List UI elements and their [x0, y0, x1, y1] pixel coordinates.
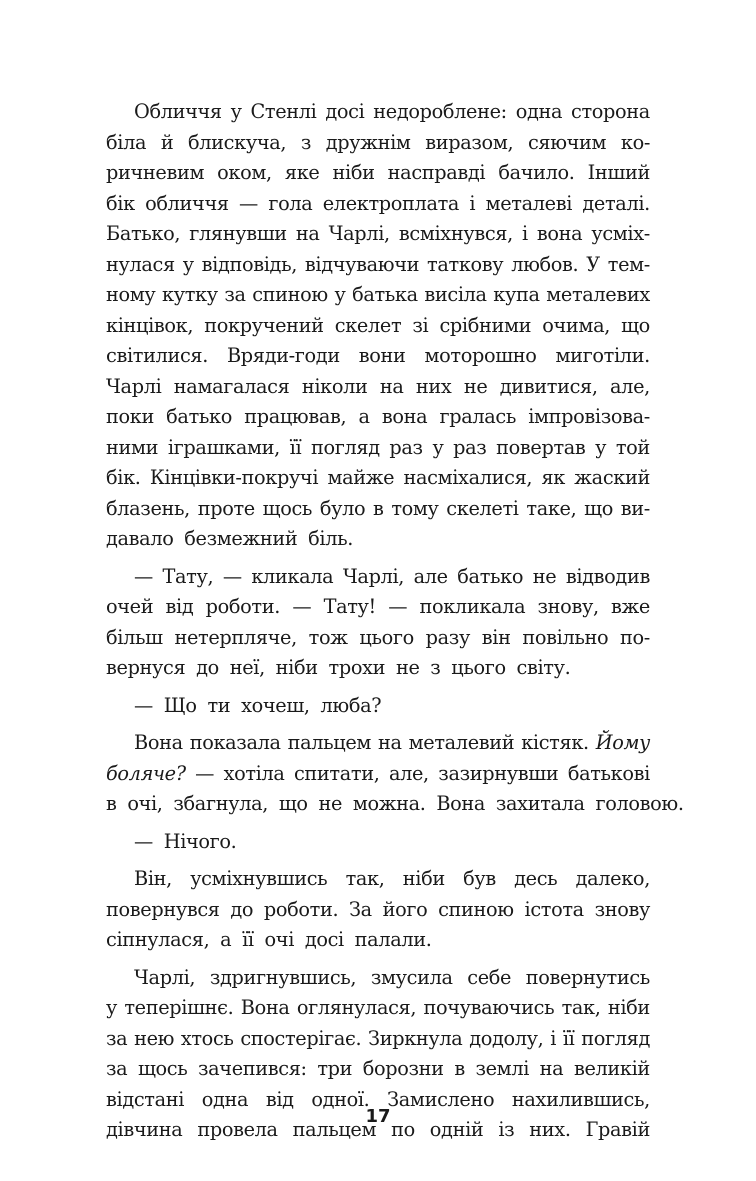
word: біль.: [308, 527, 354, 550]
text-line: [106, 97, 650, 128]
word: повернутись: [525, 965, 650, 989]
word: тем-: [607, 252, 650, 276]
word: сіпнулася,: [106, 928, 210, 951]
word: ви-: [620, 496, 650, 520]
word: Чарлі,: [342, 564, 405, 588]
word: повернувся: [106, 897, 220, 921]
word: разу: [425, 625, 470, 649]
text-line: [106, 789, 684, 820]
word: висіла: [424, 283, 487, 306]
word: скелет: [334, 313, 402, 337]
word: Тату,: [162, 564, 214, 588]
word: її: [242, 928, 254, 951]
word: —: [195, 761, 215, 785]
word: в: [373, 496, 384, 520]
word: від: [265, 1087, 294, 1111]
word: що: [584, 496, 613, 520]
word: блазень,: [106, 496, 190, 520]
word: ніколи: [301, 374, 368, 398]
text-line: [106, 158, 650, 189]
word: ти: [207, 693, 231, 717]
text-line: [106, 925, 650, 956]
word: іграшками,: [167, 435, 280, 459]
word: ко-: [620, 130, 650, 154]
word: але,: [388, 761, 429, 785]
word: кутку: [162, 283, 218, 306]
text-line: [106, 372, 650, 403]
word: борозни: [362, 1057, 444, 1080]
text-line: [106, 759, 650, 790]
word: тому: [391, 496, 439, 520]
word: головою.: [595, 792, 684, 815]
word: оком,: [217, 161, 272, 184]
word: бік: [106, 191, 135, 215]
word: до: [196, 656, 219, 679]
page-body: [106, 97, 684, 1146]
word: знову,: [537, 595, 599, 618]
word: гола: [268, 191, 313, 215]
word: очима,: [542, 313, 610, 337]
word: одна: [515, 100, 563, 123]
word: роботи.: [263, 897, 339, 921]
word: він: [481, 625, 511, 649]
text-line: [106, 189, 650, 220]
word: теперішнє.: [124, 996, 234, 1019]
word: одна: [201, 1087, 249, 1111]
word: ніби: [275, 656, 318, 679]
word: світилися.: [106, 344, 209, 367]
word: як: [541, 466, 565, 489]
word: нулася: [106, 252, 175, 276]
word: і: [469, 191, 476, 215]
word: спиною: [438, 897, 514, 921]
word: блискуча,: [188, 130, 287, 154]
word: них.: [529, 1118, 571, 1141]
word: нетерпляче,: [174, 625, 297, 649]
word: ними: [106, 435, 159, 459]
word: боляче?: [106, 761, 186, 785]
word: срібними: [439, 313, 532, 337]
word: ричневим: [106, 161, 205, 184]
word: виразом,: [425, 130, 514, 154]
word: насправді: [387, 161, 486, 184]
word: купа: [493, 283, 540, 306]
word: змусила: [370, 965, 453, 989]
word: У: [586, 252, 600, 276]
word: кістяк.: [521, 731, 589, 754]
text-line: [106, 623, 650, 654]
word: раз: [389, 435, 423, 459]
word: не: [395, 656, 420, 679]
word: Батько,: [106, 222, 181, 245]
word: дівчина: [106, 1118, 183, 1141]
word: майже: [327, 466, 395, 489]
word: Чарлі,: [328, 222, 390, 245]
word: Вона: [240, 996, 290, 1019]
word: неї,: [229, 656, 265, 679]
word: хочеш,: [241, 693, 310, 717]
word: великій: [573, 1057, 650, 1080]
word: —: [388, 595, 408, 618]
word: що: [621, 313, 650, 337]
word: роботи.: [205, 595, 281, 618]
word: досі: [325, 100, 365, 123]
text-line: [106, 524, 650, 555]
word: погляд: [581, 1026, 650, 1050]
word: покликала: [419, 595, 526, 618]
word: кінцівок,: [106, 313, 194, 337]
word: усміх-: [591, 222, 650, 245]
word: за: [106, 1057, 128, 1080]
word: на: [379, 374, 404, 398]
word: нею: [134, 1026, 175, 1050]
word: Вряди-годи: [226, 344, 340, 367]
word: спиною: [252, 283, 328, 306]
word: сторона: [571, 100, 650, 123]
word: Йому: [595, 731, 650, 754]
word: вона: [536, 222, 583, 245]
word: люба?: [320, 693, 382, 717]
word: очей: [106, 595, 154, 618]
word: за: [106, 1026, 128, 1050]
word: обличчя: [145, 191, 229, 215]
word: таке,: [526, 496, 577, 520]
page-number: 17: [365, 1106, 391, 1127]
word: зачепився:: [198, 1057, 307, 1080]
word: таткову: [427, 252, 504, 276]
word: ніби: [607, 996, 650, 1019]
word: по: [391, 1118, 415, 1141]
word: —: [134, 693, 153, 717]
text-line: [106, 433, 650, 464]
text-line: [106, 592, 650, 623]
word: металевий: [408, 731, 515, 754]
word: Тату!: [323, 595, 376, 618]
word: на: [295, 222, 320, 245]
word: ніби: [402, 867, 445, 890]
word: Вона: [134, 731, 183, 754]
word: насміхалися,: [403, 466, 533, 489]
word: нахилившись,: [511, 1087, 650, 1111]
word: бачило.: [498, 161, 575, 184]
word: у: [230, 100, 242, 123]
word: по-: [620, 625, 650, 649]
word: а: [358, 405, 370, 428]
word: було: [319, 496, 366, 520]
word: поки: [106, 405, 154, 428]
word: з: [430, 656, 441, 679]
word: моторошно: [424, 344, 537, 367]
word: металевих: [546, 283, 650, 306]
word: бік.: [106, 466, 141, 489]
word: відстані: [106, 1087, 185, 1111]
word: у: [334, 283, 346, 306]
word: не: [318, 792, 343, 815]
word: —: [292, 595, 312, 618]
word: хтось: [180, 1026, 234, 1050]
word: здригнувшись,: [209, 965, 357, 989]
word: можна.: [352, 792, 426, 815]
word: дружнім: [325, 130, 411, 154]
word: зазирнувши: [438, 761, 559, 785]
word: у: [106, 996, 117, 1019]
word: покручений: [204, 313, 324, 337]
word: пальцем: [292, 1118, 377, 1141]
word: у: [182, 252, 194, 276]
word: Вона: [436, 792, 486, 815]
text-line: [106, 250, 650, 281]
word: повільно: [522, 625, 609, 649]
word: в: [106, 792, 117, 815]
word: глянувши: [189, 222, 287, 245]
text-line: [106, 895, 650, 926]
word: спостерігає.: [240, 1026, 362, 1050]
word: вона: [381, 405, 428, 428]
word: більш: [106, 625, 163, 649]
word: на: [539, 1057, 564, 1080]
word: збагнула,: [173, 792, 269, 815]
text-line: [106, 311, 650, 342]
word: але: [413, 564, 448, 588]
text-line: [106, 219, 650, 250]
word: провела: [197, 1118, 278, 1141]
text-line: [106, 341, 650, 372]
word: ніби: [332, 161, 375, 184]
word: кликала: [251, 564, 334, 588]
paragraph: [106, 97, 650, 555]
word: любов.: [511, 252, 579, 276]
text-line: [106, 691, 650, 722]
paragraph: [106, 562, 650, 684]
word: Гравій: [585, 1118, 650, 1141]
word: Чарлі,: [134, 965, 196, 989]
word: скелеті: [446, 496, 519, 520]
paragraph: [106, 691, 650, 722]
word: жаский: [574, 466, 650, 489]
word: що: [278, 792, 308, 815]
word: землі: [475, 1057, 530, 1080]
word: проте: [197, 496, 255, 520]
word: з: [300, 130, 311, 154]
word: Що: [163, 693, 197, 717]
word: них: [415, 374, 452, 398]
word: так,: [561, 996, 601, 1019]
word: —: [239, 191, 258, 215]
paragraph: [106, 864, 650, 956]
word: —: [222, 564, 242, 588]
word: цього: [451, 656, 506, 679]
word: За: [349, 897, 372, 921]
word: той: [615, 435, 650, 459]
word: цього: [359, 625, 414, 649]
word: повертав: [496, 435, 586, 459]
word: щось: [137, 1057, 188, 1080]
text-line: [106, 280, 650, 311]
text-line: [106, 827, 650, 858]
word: тож: [308, 625, 348, 649]
text-line: [106, 728, 650, 759]
word: й: [160, 130, 174, 154]
word: від: [165, 595, 194, 618]
word: і: [521, 222, 528, 245]
text-line: [106, 1024, 650, 1055]
paragraph: [106, 827, 650, 858]
text-line: [106, 402, 650, 433]
word: відповідь,: [201, 252, 297, 276]
word: хотіла: [223, 761, 285, 785]
word: одній: [429, 1118, 484, 1141]
text-line: [106, 653, 650, 684]
word: додолу,: [469, 1026, 544, 1050]
word: Зиркнула: [368, 1026, 463, 1050]
word: намагалася: [173, 374, 290, 398]
word: батькові: [567, 761, 650, 785]
word: себе: [467, 965, 512, 989]
word: показала: [189, 731, 281, 754]
word: відводив: [565, 564, 650, 588]
word: у: [595, 435, 607, 459]
word: Стенлі: [250, 100, 317, 123]
word: із: [498, 1118, 515, 1141]
word: але,: [610, 374, 650, 398]
word: її: [289, 435, 302, 459]
word: її: [562, 1026, 575, 1050]
word: Нічого.: [163, 829, 237, 853]
word: до: [230, 897, 254, 921]
word: знову: [594, 897, 650, 921]
word: батько: [166, 405, 232, 428]
word: працював,: [244, 405, 347, 428]
word: дивитися,: [499, 374, 598, 398]
word: безмежний: [184, 527, 298, 550]
word: електроплата: [322, 191, 460, 215]
word: деталі.: [582, 191, 650, 215]
word: у: [432, 435, 444, 459]
word: не: [463, 374, 488, 398]
word: вони: [358, 344, 406, 367]
text-line: [106, 963, 650, 994]
word: в: [454, 1057, 465, 1080]
word: погляд: [310, 435, 380, 459]
word: світу.: [516, 656, 571, 679]
word: —: [134, 564, 153, 588]
word: не: [532, 564, 557, 588]
word: досі: [304, 928, 344, 951]
word: був: [463, 867, 496, 890]
word: Обличчя: [134, 100, 222, 123]
word: яке: [284, 161, 320, 184]
word: давало: [106, 527, 174, 550]
word: трохи: [328, 656, 386, 679]
word: далеко,: [575, 867, 650, 890]
word: всміхнувся,: [398, 222, 513, 245]
word: недороблене:: [373, 100, 507, 123]
word: Він,: [134, 867, 172, 890]
word: усміхнувшись: [190, 867, 328, 890]
paragraph: [106, 728, 684, 820]
text-line: [106, 993, 650, 1024]
word: Чарлі: [106, 374, 162, 398]
word: раз: [453, 435, 487, 459]
text-line: [106, 864, 650, 895]
word: істота: [524, 897, 584, 921]
text-line: [106, 463, 650, 494]
word: зі: [412, 313, 429, 337]
word: за: [224, 283, 246, 306]
word: його: [382, 897, 428, 921]
word: десь: [514, 867, 558, 890]
word: оглянулася,: [296, 996, 417, 1019]
word: сяючим: [527, 130, 607, 154]
word: і: [550, 1026, 557, 1050]
word: Замислено: [387, 1087, 495, 1111]
word: щось: [262, 496, 313, 520]
word: металеві: [485, 191, 573, 215]
word: ному: [106, 283, 156, 306]
word: спитати,: [293, 761, 380, 785]
word: Інший: [587, 161, 650, 184]
text-line: [106, 128, 650, 159]
text-line: [106, 494, 650, 525]
word: батько: [457, 564, 524, 588]
word: імпровізова-: [528, 405, 650, 428]
text-line: [106, 1054, 650, 1085]
word: три: [317, 1057, 353, 1080]
word: так,: [345, 867, 385, 890]
word: одної.: [311, 1087, 370, 1111]
word: вже: [611, 595, 650, 618]
word: палали.: [354, 928, 432, 951]
word: очі: [264, 928, 295, 951]
word: пальцем: [287, 731, 372, 754]
word: батька: [352, 283, 418, 306]
word: —: [134, 829, 153, 853]
word: очі,: [127, 792, 163, 815]
word: миготіли.: [555, 344, 650, 367]
word: вернуся: [106, 656, 186, 679]
word: на: [378, 731, 402, 754]
word: захитала: [495, 792, 585, 815]
word: а: [220, 928, 232, 951]
word: гралась: [439, 405, 516, 428]
text-line: [106, 562, 650, 593]
word: Кінцівки-покручі: [149, 466, 319, 489]
word: почуваючись: [423, 996, 555, 1019]
word: біла: [106, 130, 147, 154]
word: відчуваючи: [304, 252, 420, 276]
